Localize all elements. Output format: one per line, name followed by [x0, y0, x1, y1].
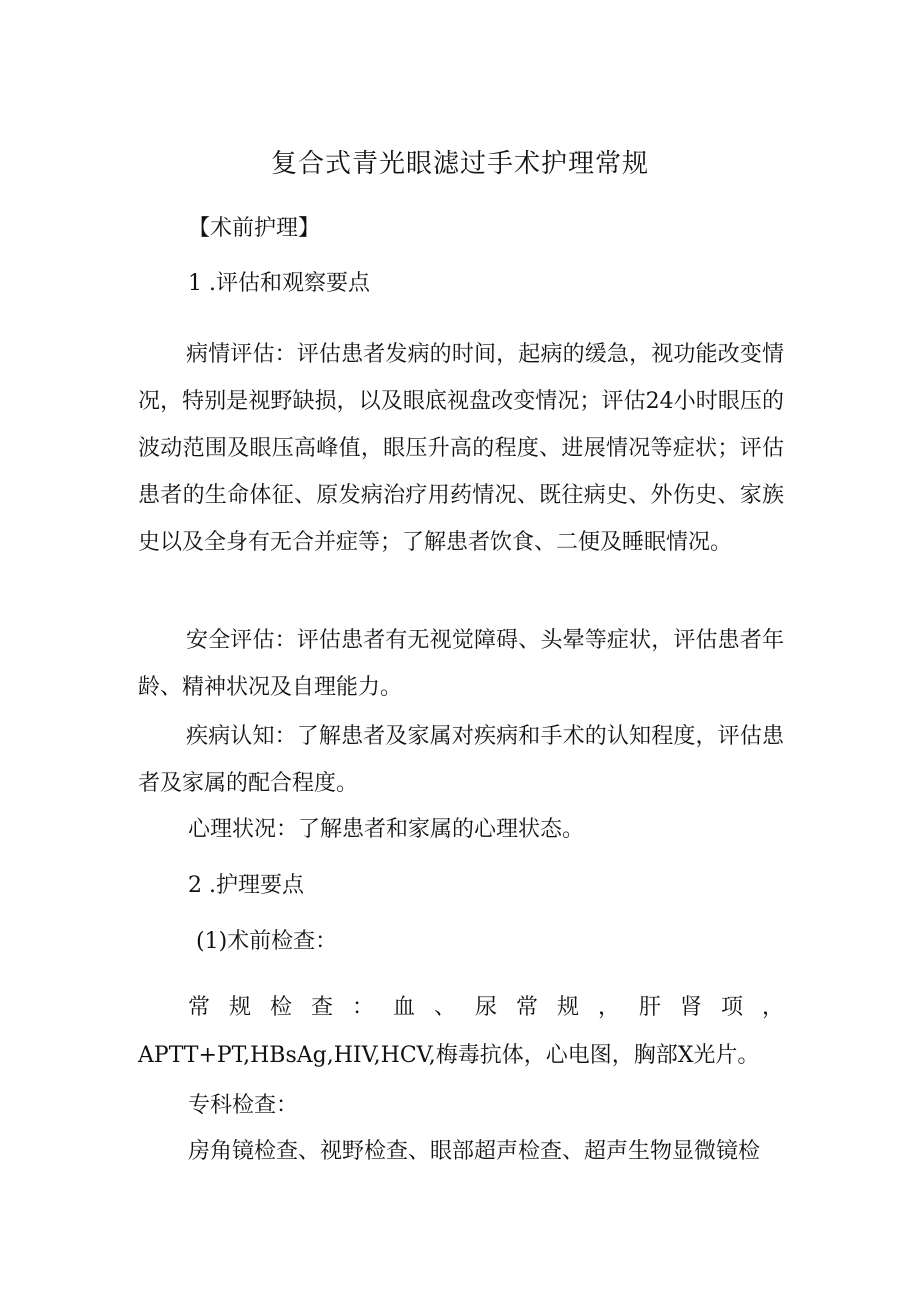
- item-heading-nursing-points: 2 .护理要点: [188, 873, 304, 898]
- item-heading-assessment: 1 .评估和观察要点: [188, 271, 370, 296]
- routine-exam-line1: 常规检查：血、尿常规，肝肾项，: [188, 995, 784, 1020]
- routine-exam-line2: APTT+PT,HBsAg,HIV,HCV,梅毒抗体，心电图，胸部X光片。: [138, 1043, 760, 1068]
- special-exam-line: 房角镜检查、视野检查、眼部超声检查、超声生物显微镜检: [188, 1139, 761, 1164]
- subitem-heading-preop-exam: (1)术前检查：: [196, 929, 338, 954]
- paragraph-safety-assessment: 安全评估：评估患者有无视觉障碍、头晕等症状，评估患者年龄、精神状况及自理能力。: [138, 628, 784, 700]
- paragraph-disease-cognition: 疾病认知：了解患者及家属对疾病和手术的认知程度，评估患者及家属的配合程度。: [138, 724, 784, 796]
- paragraph-psychological-state: 心理状况：了解患者和家属的心理状态。: [188, 817, 585, 842]
- paragraph-condition-assessment: 病情评估：评估患者发病的时间，起病的缓急，视功能改变情况，特别是视野缺损，以及眼底视盘改变情况；评估24小时眼压的波动范围及眼压高峰值，眼压升高的程度、进展情况等症状；评估患者的生命体征、原发病治疗用药情况、既往病史、外伤史、家族史以及全身有无合并症等；了解患者饮食、二便及睡眠情况。: [138, 342, 784, 555]
- document-title: 复合式青光眼滤过手术护理常规: [270, 149, 649, 179]
- section-heading-preop: 【术前护理】: [188, 216, 321, 241]
- special-exam-heading: 专科检查：: [188, 1093, 299, 1118]
